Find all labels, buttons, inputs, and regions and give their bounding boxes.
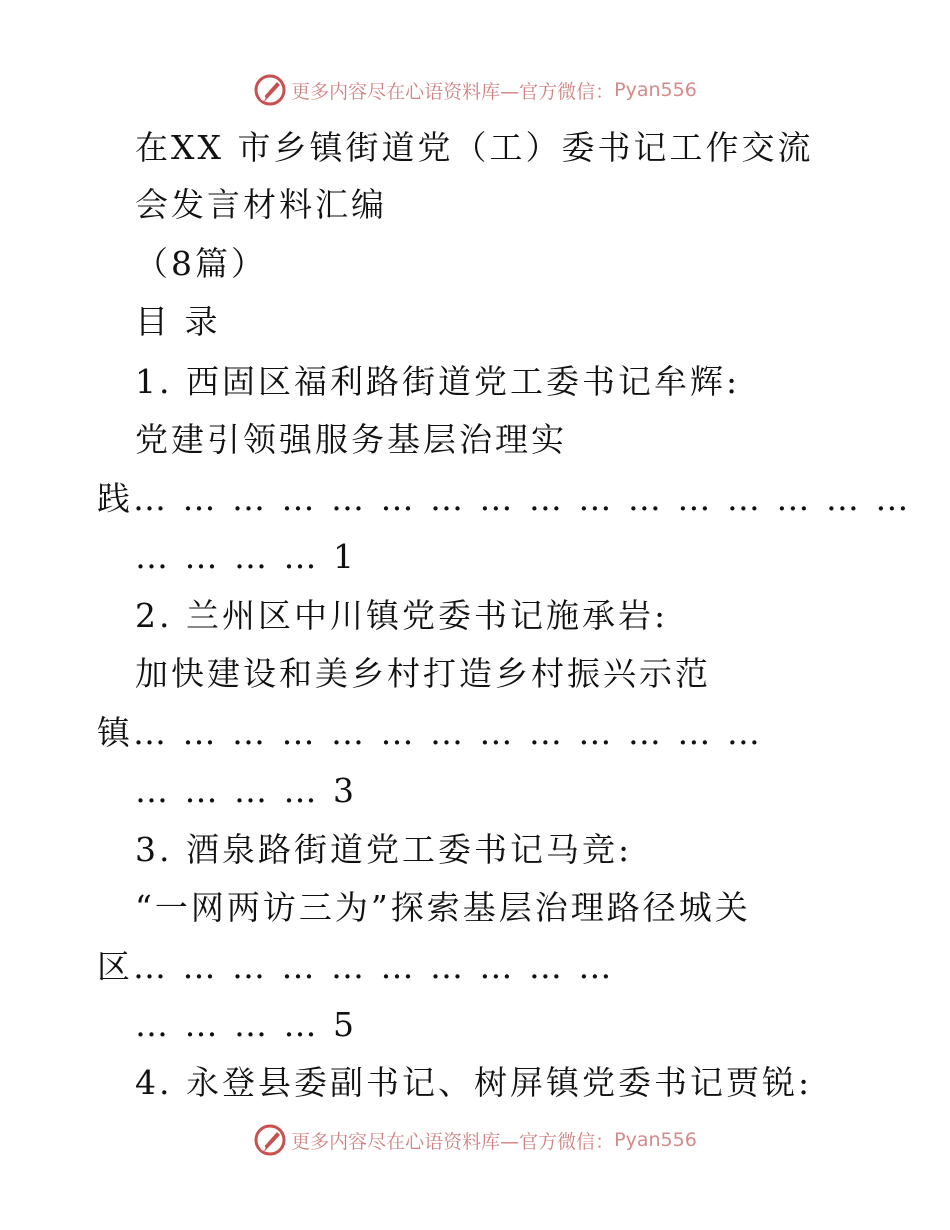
pen-logo-icon xyxy=(253,1123,287,1157)
document-count: （8篇） xyxy=(135,244,267,283)
toc-entry-heading: 1. 西固区福利路街道党工委书记牟辉: xyxy=(135,362,741,401)
document-title-line-2: 会发言材料汇编 xyxy=(135,185,387,224)
toc-entry-title-wrap: 区… … … … … … … … … … xyxy=(97,947,615,986)
watermark-id: Pyan556 xyxy=(614,79,697,101)
watermark-text: 更多内容尽在心语资料库—官方微信： xyxy=(291,1130,615,1153)
toc-entry-heading: 4. 永登县委副书记、树屏镇党委书记贾锐: xyxy=(135,1063,813,1102)
toc-entry-page: … … … … 1 xyxy=(135,537,357,576)
toc-entry-heading: 2. 兰州区中川镇党委书记施承岩: xyxy=(135,596,669,635)
toc-heading: 目 录 xyxy=(135,302,221,341)
toc-entry-title-wrap: 践… … … … … … … … … … … … … … … … xyxy=(97,479,912,518)
toc-entry-page: … … … … 3 xyxy=(135,771,357,810)
watermark-banner-bottom xyxy=(0,1120,950,1160)
watermark-id: Pyan556 xyxy=(614,1129,697,1151)
toc-entry-heading: 3. 酒泉路街道党工委书记马竞: xyxy=(135,830,633,869)
toc-entry-page: … … … … 5 xyxy=(135,1005,357,1044)
pen-logo-icon xyxy=(253,73,287,107)
document-title-line-1: 在XX 市乡镇街道党（工）委书记工作交流 xyxy=(135,128,814,167)
watermark-text: 更多内容尽在心语资料库—官方微信： xyxy=(291,80,615,103)
toc-entry-title: 加快建设和美乡村打造乡村振兴示范 xyxy=(135,654,711,693)
toc-entry-title: “一网两访三为”探索基层治理路径城关 xyxy=(135,888,751,927)
toc-entry-title: 党建引领强服务基层治理实 xyxy=(135,420,567,459)
watermark-banner-top xyxy=(0,70,950,110)
toc-entry-title-wrap: 镇… … … … … … … … … … … … … xyxy=(97,713,763,752)
